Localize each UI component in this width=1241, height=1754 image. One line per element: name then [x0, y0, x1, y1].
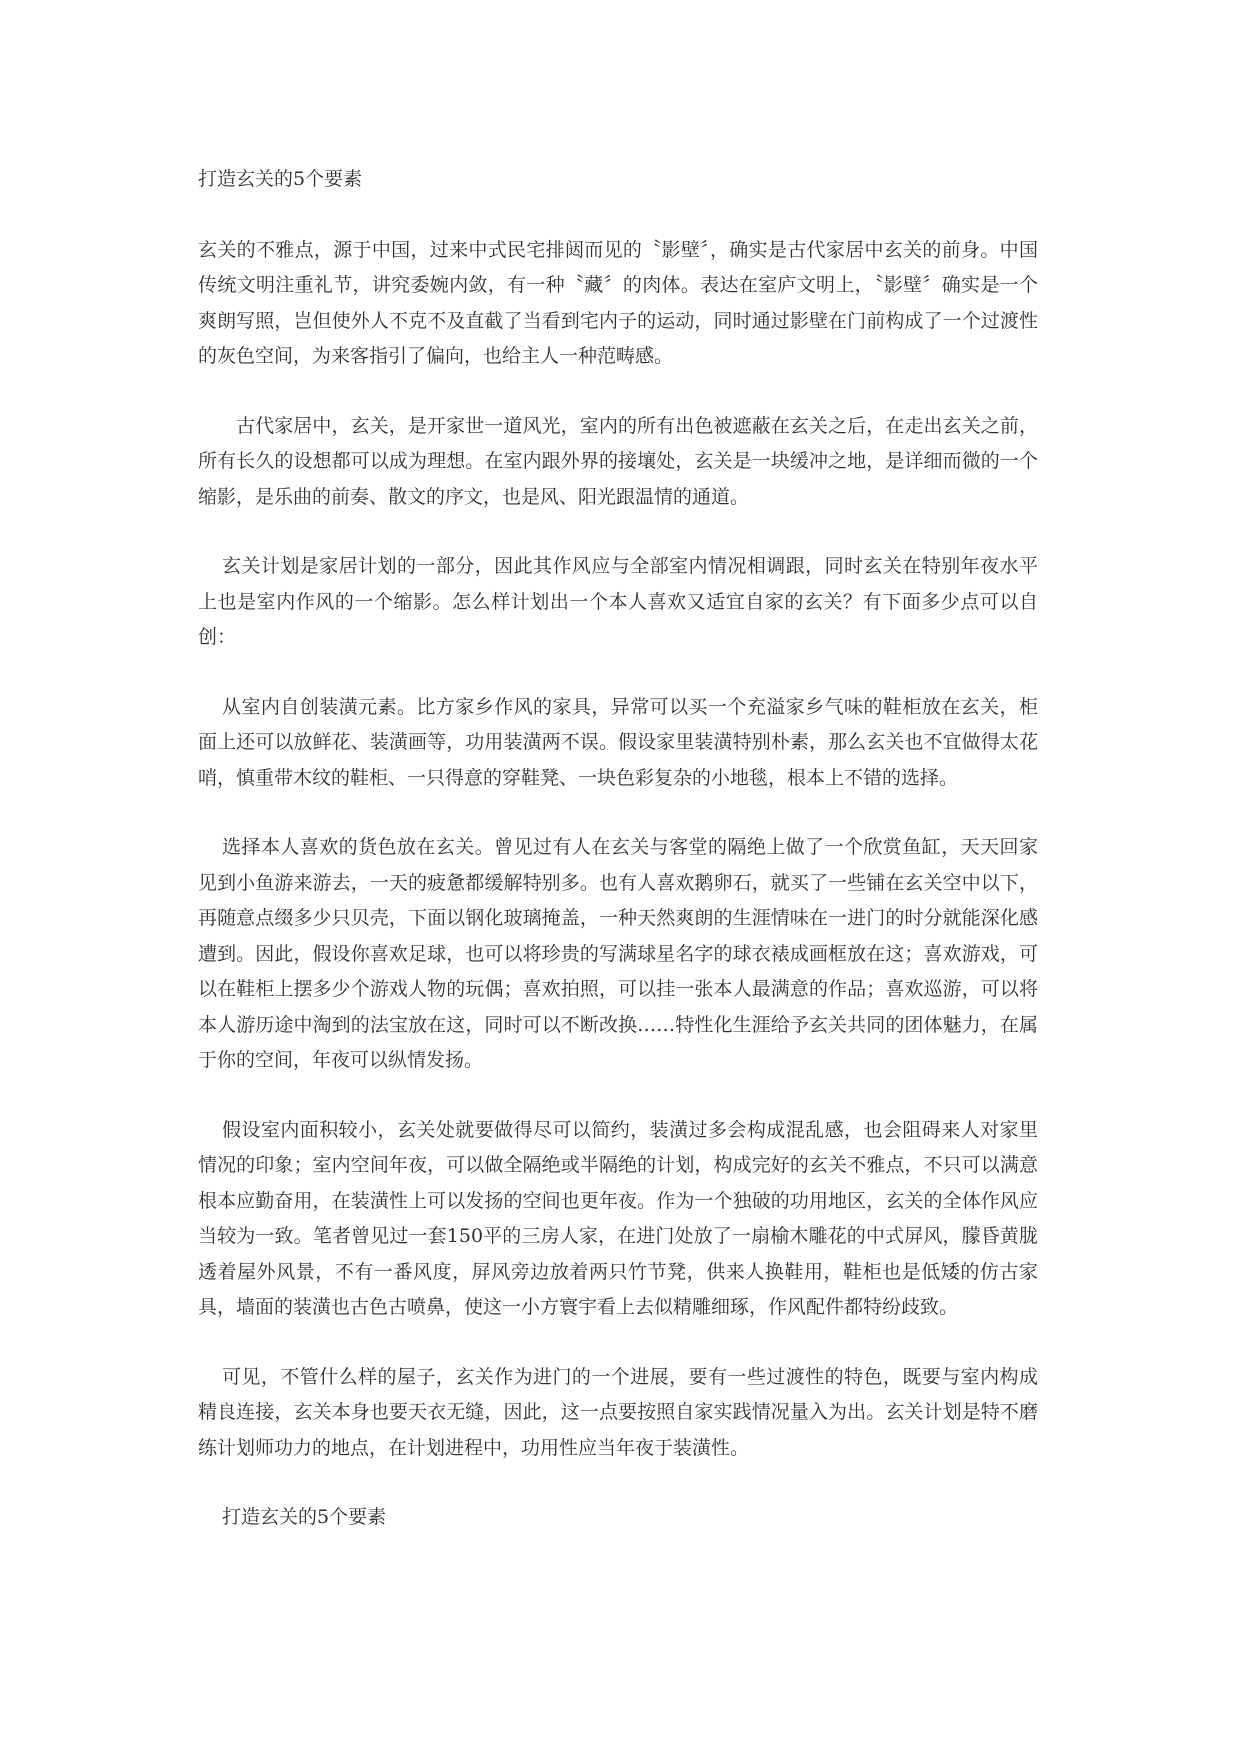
document-title: 打造玄关的5个要素	[198, 168, 363, 190]
paragraph-3: 玄关计划是家居计划的一部分，因此其作风应与全部室内情况相调跟，同时玄关在特别年夜水平上也是室内作风的一个缩影。怎么样计划出一个本人喜欢又适宜自家的玄关？有下面多少点可以自创：	[198, 555, 1038, 648]
paragraph-5: 选择本人喜欢的货色放在玄关。曾见过有人在玄关与客堂的隔绝上做了一个欣赏鱼缸，天天回家见到小鱼游来游去，一天的疲惫都缓解特别多。也有人喜欢鹅卵石，就买了一些铺在玄关空中以下，再随意点缀多少只贝壳，下面以钢化玻璃掩盖，一种天然爽朗的生涯情味在一进门的时分就能深化感遭到。因此，假设你喜欢足球，也可以将珍贵的写满球星名字的球衣裱成画框放在这；喜欢游戏，可以在鞋柜上摆多少个游戏人物的玩偶；喜欢拍照，可以挂一张本人最满意的作品；喜欢巡游，可以将本人游历途中淘到的法宝放在这，同时可以不断改换……特性化生涯给予玄关共同的团体魅力，在属于你的空间，年夜可以纵情发扬。	[198, 836, 1038, 1071]
document-body	[198, 162, 1038, 1570]
paragraph-6: 假设室内面积较小，玄关处就要做得尽可以简约，装潢过多会构成混乱感，也会阻碍来人对家里情况的印象；室内空间年夜，可以做全隔绝或半隔绝的计划，构成完好的玄关不雅点，不只可以满意根本应勤奋用，在装潢性上可以发扬的空间也更年夜。作为一个独破的功用地区，玄关的全体作风应当较为一致。笔者曾见过一套150平的三房人家，在进门处放了一扇榆木雕花的中式屏风，朦昏黄胧透着屋外风景，不有一番风度，屏风旁边放着两只竹节凳，供来人换鞋用，鞋柜也是低矮的仿古家具，墙面的装潢也古色古喷鼻，使这一小方寰宇看上去似精雕细琢，作风配件都特纷歧致。	[198, 1118, 1038, 1318]
paragraph-7: 可见，不管什么样的屋子，玄关作为进门的一个进展，要有一些过渡性的特色，既要与室内构成精良连接，玄关本身也要天衣无缝，因此，这一点要按照自家实践情况量入为出。玄关计划是特不磨练计划师功力的地点，在计划进程中，功用性应当年夜于装潢性。	[198, 1365, 1038, 1459]
paragraph-4: 从室内自创装潢元素。比方家乡作风的家具，异常可以买一个充溢家乡气味的鞋柜放在玄关，柜面上还可以放鲜花、装潢画等，功用装潢两不误。假设家里装潢特别朴素，那么玄关也不宜做得太花哨，慎重带木纹的鞋柜、一只得意的穿鞋凳、一块色彩复杂的小地毯，根本上不错的选择。	[198, 695, 1038, 789]
closing-title: 打造玄关的5个要素	[222, 1506, 387, 1528]
paragraph-2: 古代家居中，玄关，是开家世一道风光，室内的所有出色被遮蔽在玄关之后，在走出玄关之前，所有长久的设想都可以成为理想。在室内跟外界的接壤处，玄关是一块缓冲之地，是详细而微的一个缩影，是乐曲的前奏、散文的序文，也是风、阳光跟温情的通道。	[198, 414, 1038, 508]
paragraph-1: 玄关的不雅点，源于中国，过来中式民宅排闼而见的〝影壁〞，确实是古代家居中玄关的前身。中国传统文明注重礼节，讲究委婉内敛，有一种〝藏〞的肉体。表达在室庐文明上，〝影壁〞确实是一个爽朗写照，岂但使外人不克不及直截了当看到宅内子的运动，同时通过影壁在门前构成了一个过渡性的灰色空间，为来客指引了偏向，也给主人一种范畴感。	[198, 238, 1038, 367]
